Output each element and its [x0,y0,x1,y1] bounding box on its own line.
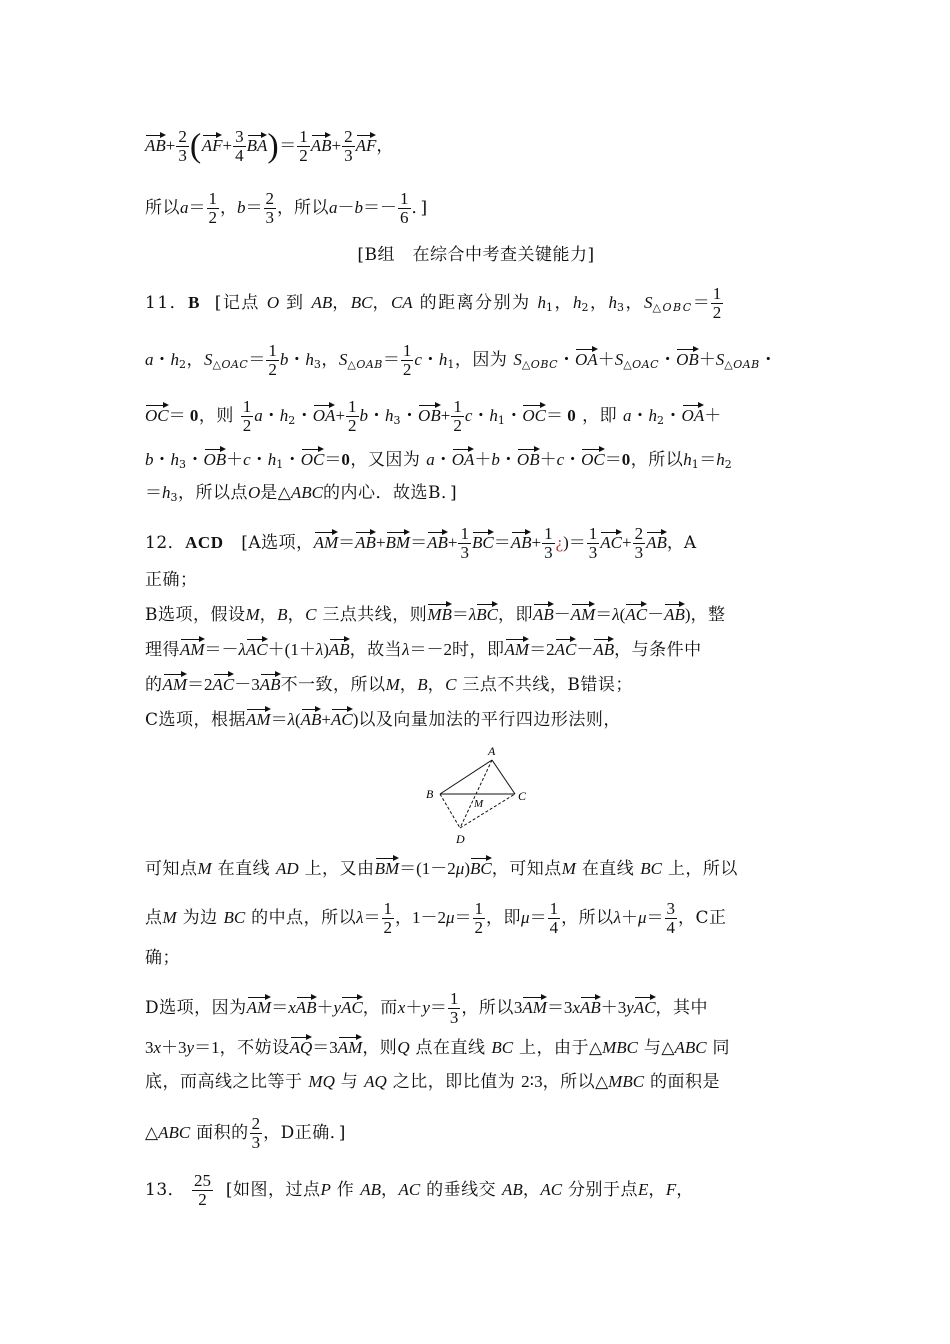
q12-line-7: 可知点M 在直线 AD 上，又由BM＝(1－2μ)BC，可知点M 在直线 BC 上，所以 [145,859,738,879]
label-d: D [456,832,465,846]
q11-line-4: b・$h_3$・OB＋c・$h_1$・OC＝0，又因为 a・OA＋b・OB＋c・OC＝0，所以$h_1=h_2$ [145,450,733,471]
q13-line-1: 13． $\frac{25}{2}$ [如图，过点P 作 AB，AC 的垂线交 AB，AC 分别于点E，F， [145,1171,694,1209]
section-title: [B组 在综合中考查关键能力] [357,245,595,265]
q12-line-13: △ABC 面积的 $\frac{2}{3}$ ，D正确．] [145,1114,346,1152]
q12-line-9: 确； [145,948,180,968]
edge-ac [492,760,515,794]
q11-number: 11． [145,293,189,313]
q11-line-5: $=h_3$，所以点O是△ABC的内心．故选B．] [145,483,458,504]
q12-line-11: 3x＋3y＝1，不妨设AQ＝3AM，则Q 点在直线 BC 上，由于△MBC 与△ABC 同 [145,1038,731,1058]
label-a: A [488,744,496,758]
q11-line-1: 11．B [记点 O 到 AB，BC，CA 的距离分别为 $h_1$，$h_2$，$h_3$，$S_{\triangle OBC}=$ $\frac{1}{2}$ [145,284,722,322]
q12-line-12: 底，而高线之比等于 MQ 与 AQ 之比，即比值为 2∶3，所以△MBC 的面积是 [145,1072,720,1092]
q13-number: 13． [145,1180,186,1200]
parallelogram-figure [420,742,530,847]
q12-line-8: 点M 为边 BC 的中点，所以λ＝ $\frac{1}{2}$ ，1－2μ＝ $\frac{1}{2}$ ，即μ＝ $\frac{1}{4}$ ，所以λ＋μ＝ $\frac{3}{4}$ ，C正 [145,899,727,937]
label-b: B [426,787,434,801]
q12-answer: ACD [185,533,224,552]
q12-number: 12． [145,533,186,553]
q11-line-2: a・$h_2$，$S_{\triangle OAC}=$ $\frac{1}{2}$ b・$h_3$，$S_{\triangle OAB}=$ $\frac{1}{2}$ c・$h_1$，因为 $S_{\triangle OBC}$・$OA+S_{\triangle OAC}$・$OB+S_{\triangle OAB}$・ [145,341,777,379]
q11-line-3: OC＝ 0，则 $\frac{1}{2}$ a・$h_2$・OA+ $\frac{1}{2}$ b・$h_3$・OB+ $\frac{1}{2}$ c・$h_1$・OC＝ 0 ，即 a・$h_2$・OA＋ [145,397,722,435]
q12-line-2: 正确； [145,570,198,590]
q12-line-5: 的AM＝2AC－3AB不一致，所以M，B，C 三点不共线，B错误； [145,675,633,695]
q12-line-3: B选项，假设M，B，C 三点共线，则MB＝λBC，即AB－AM＝λ(AC－AB)，整 [145,605,726,625]
q11-answer: B [188,293,201,312]
q12-line-4: 理得AM＝－λAC＋(1＋λ)AB，故当λ＝－2时，即AM＝2AC－AB，与条件中 [145,640,702,660]
q12-line-6: C选项，根据AM＝λ(AB+AC)以及向量加法的平行四边形法则， [145,710,621,730]
edge-ba [440,760,492,794]
conclusion-line: 所以a＝ $\frac{1}{2}$ ，b＝ $\frac{2}{3}$ ，所以a－b＝－ $\frac{1}{6}$ ．] [145,189,428,227]
label-c: C [518,789,527,803]
label-m: M [474,798,484,810]
q12-line-10: D选项，因为AM＝xAB＋yAC，而x＋y＝ $\frac{1}{3}$ ，所以3AM＝3xAB＋3yAC，其中 [145,989,709,1027]
equation-line-1: AB+ $\frac{2}{3}$ (AF+ $\frac{3}{4}$ BA)＝ $\frac{1}{2}$ AB+ $\frac{2}{3}$ AF， [145,127,394,165]
edge-bd [440,794,460,828]
q12-line-1: 12．ACD [A选项，AM＝AB+BM＝AB+ $\frac{1}{3}$ BC＝AB+ $\frac{1}{3}$ ¿)＝ $\frac{1}{3}$ AC+ $\frac{2}{3}$ AB，A [145,524,697,562]
